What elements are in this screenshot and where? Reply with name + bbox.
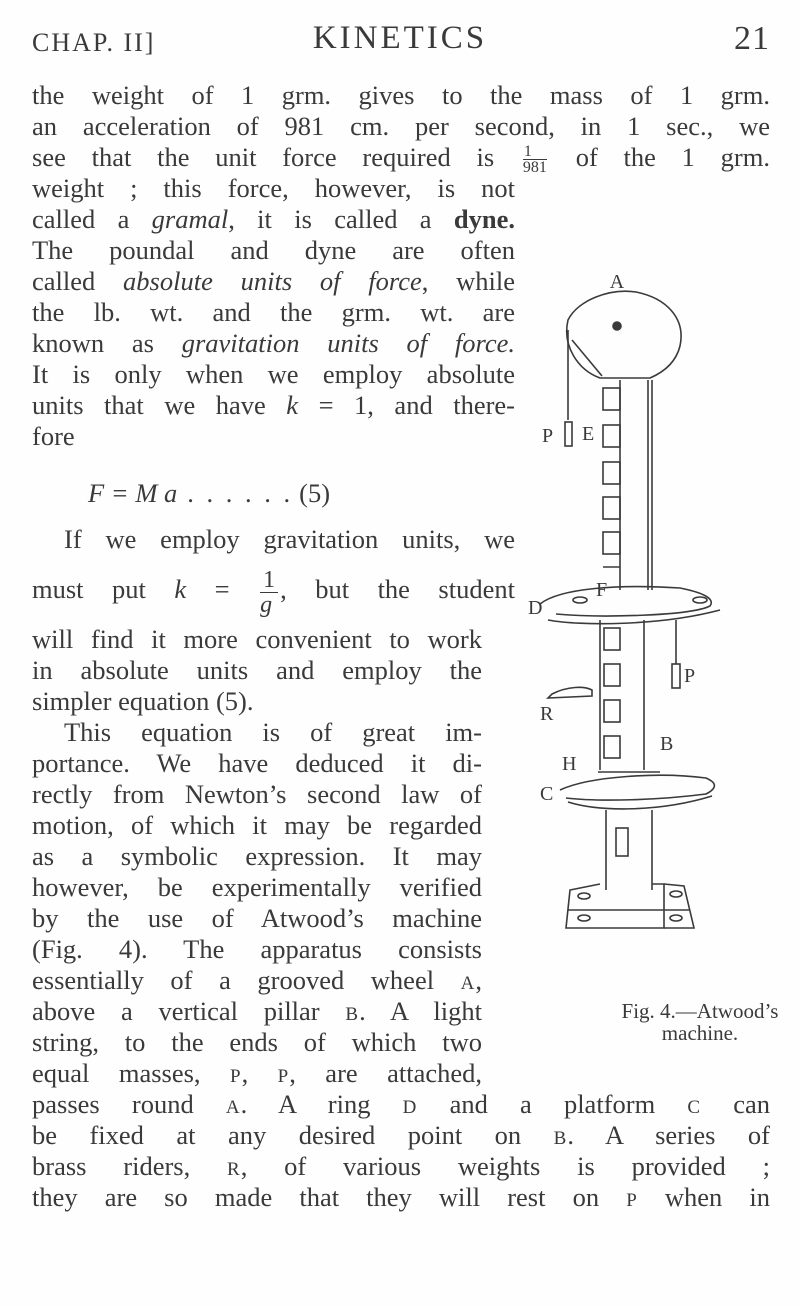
label-f: F bbox=[596, 579, 608, 601]
text-line: If we employ gravitation units, we bbox=[64, 524, 515, 554]
text-line: above a vertical pillar B. A light bbox=[32, 996, 482, 1026]
text-line: known as gravitation units of force. bbox=[32, 328, 515, 358]
text-line: as a symbolic expression. It may bbox=[32, 841, 482, 871]
label-d: D bbox=[528, 597, 543, 619]
machine-base bbox=[566, 884, 664, 928]
text-line: The poundal and dyne are often bbox=[32, 235, 515, 265]
running-head-title: KINETICS bbox=[312, 20, 488, 56]
text-line: by the use of Atwood’s machine bbox=[32, 903, 482, 933]
text-line: (Fig. 4). The apparatus consists bbox=[32, 934, 482, 964]
ring-d bbox=[540, 587, 711, 616]
atwood-machine-figure bbox=[488, 268, 800, 1028]
text-line: motion, of which it may be regarded bbox=[32, 810, 482, 840]
weight-p-top bbox=[565, 422, 572, 446]
label-p-right: P bbox=[684, 665, 696, 687]
wheel-a bbox=[567, 291, 681, 378]
fraction: $\frac{1}{981}$ bbox=[522, 143, 547, 177]
text-line: in absolute units and employ the bbox=[32, 655, 482, 685]
text-line: an acceleration of 981 cm. per second, in 1 sec., we bbox=[32, 111, 770, 141]
text-line: simpler equation (5). bbox=[32, 686, 254, 716]
text-line: units that we have k = 1, and there- bbox=[32, 390, 515, 420]
label-h: H bbox=[562, 753, 577, 775]
text-line: the weight of 1 grm. gives to the mass of 1 grm. bbox=[32, 80, 770, 110]
platform-c bbox=[560, 775, 714, 800]
page-number: 21 bbox=[734, 20, 770, 57]
text-line: string, to the ends of which two bbox=[32, 1027, 482, 1057]
text-line: they are so made that they will rest on P when in bbox=[32, 1182, 770, 1212]
text-line: weight ; this force, however, is not bbox=[32, 173, 515, 203]
figure-caption: Fig. 4.—Atwood’s machine. bbox=[621, 999, 779, 1045]
text-line: This equation is of great im- bbox=[64, 717, 482, 747]
label-b: B bbox=[660, 733, 674, 755]
label-e: E bbox=[582, 423, 595, 445]
text-line: brass riders, R, of various weights is provided ; bbox=[32, 1151, 770, 1181]
text-line: equal masses, P, P, are attached, bbox=[32, 1058, 483, 1088]
text-line: called a gramal, it is called a dyne. bbox=[32, 204, 515, 234]
weight-p-right bbox=[672, 664, 680, 688]
wheel-axle bbox=[613, 322, 621, 330]
text-line: essentially of a grooved wheel A, bbox=[32, 965, 482, 995]
label-a: A bbox=[609, 271, 625, 293]
text-line: see that the unit force required is $\frac{1}{981}$ of the 1 grm. bbox=[32, 142, 770, 177]
running-head-chapter: CHAP. II] bbox=[32, 28, 156, 57]
label-c: C bbox=[540, 783, 554, 805]
text-line: the lb. wt. and the grm. wt. are bbox=[32, 297, 515, 327]
text-line: be fixed at any desired point on B. A series of bbox=[32, 1120, 770, 1150]
text-line: fore bbox=[32, 421, 75, 451]
text-line: must put k = $\frac{1}{g}$ , but the student bbox=[32, 567, 515, 618]
text-line: rectly from Newton’s second law of bbox=[32, 779, 482, 809]
text-line: passes round A. A ring D and a platform C can bbox=[32, 1089, 771, 1119]
text-line: however, be experimentally verified bbox=[32, 872, 482, 902]
label-r: R bbox=[540, 703, 554, 725]
equation-5: F = M a . . . . . . (5) bbox=[88, 478, 331, 508]
rider-r bbox=[548, 687, 592, 698]
text-line: will find it more convenient to work bbox=[32, 624, 482, 654]
text-line: portance. We have deduced it di- bbox=[32, 748, 482, 778]
text-line: It is only when we employ absolute bbox=[32, 359, 515, 389]
fraction: $\frac{1}{g}$ bbox=[260, 568, 278, 617]
label-p-top: P bbox=[542, 425, 554, 447]
text-line: called absolute units of force, while bbox=[32, 266, 516, 296]
